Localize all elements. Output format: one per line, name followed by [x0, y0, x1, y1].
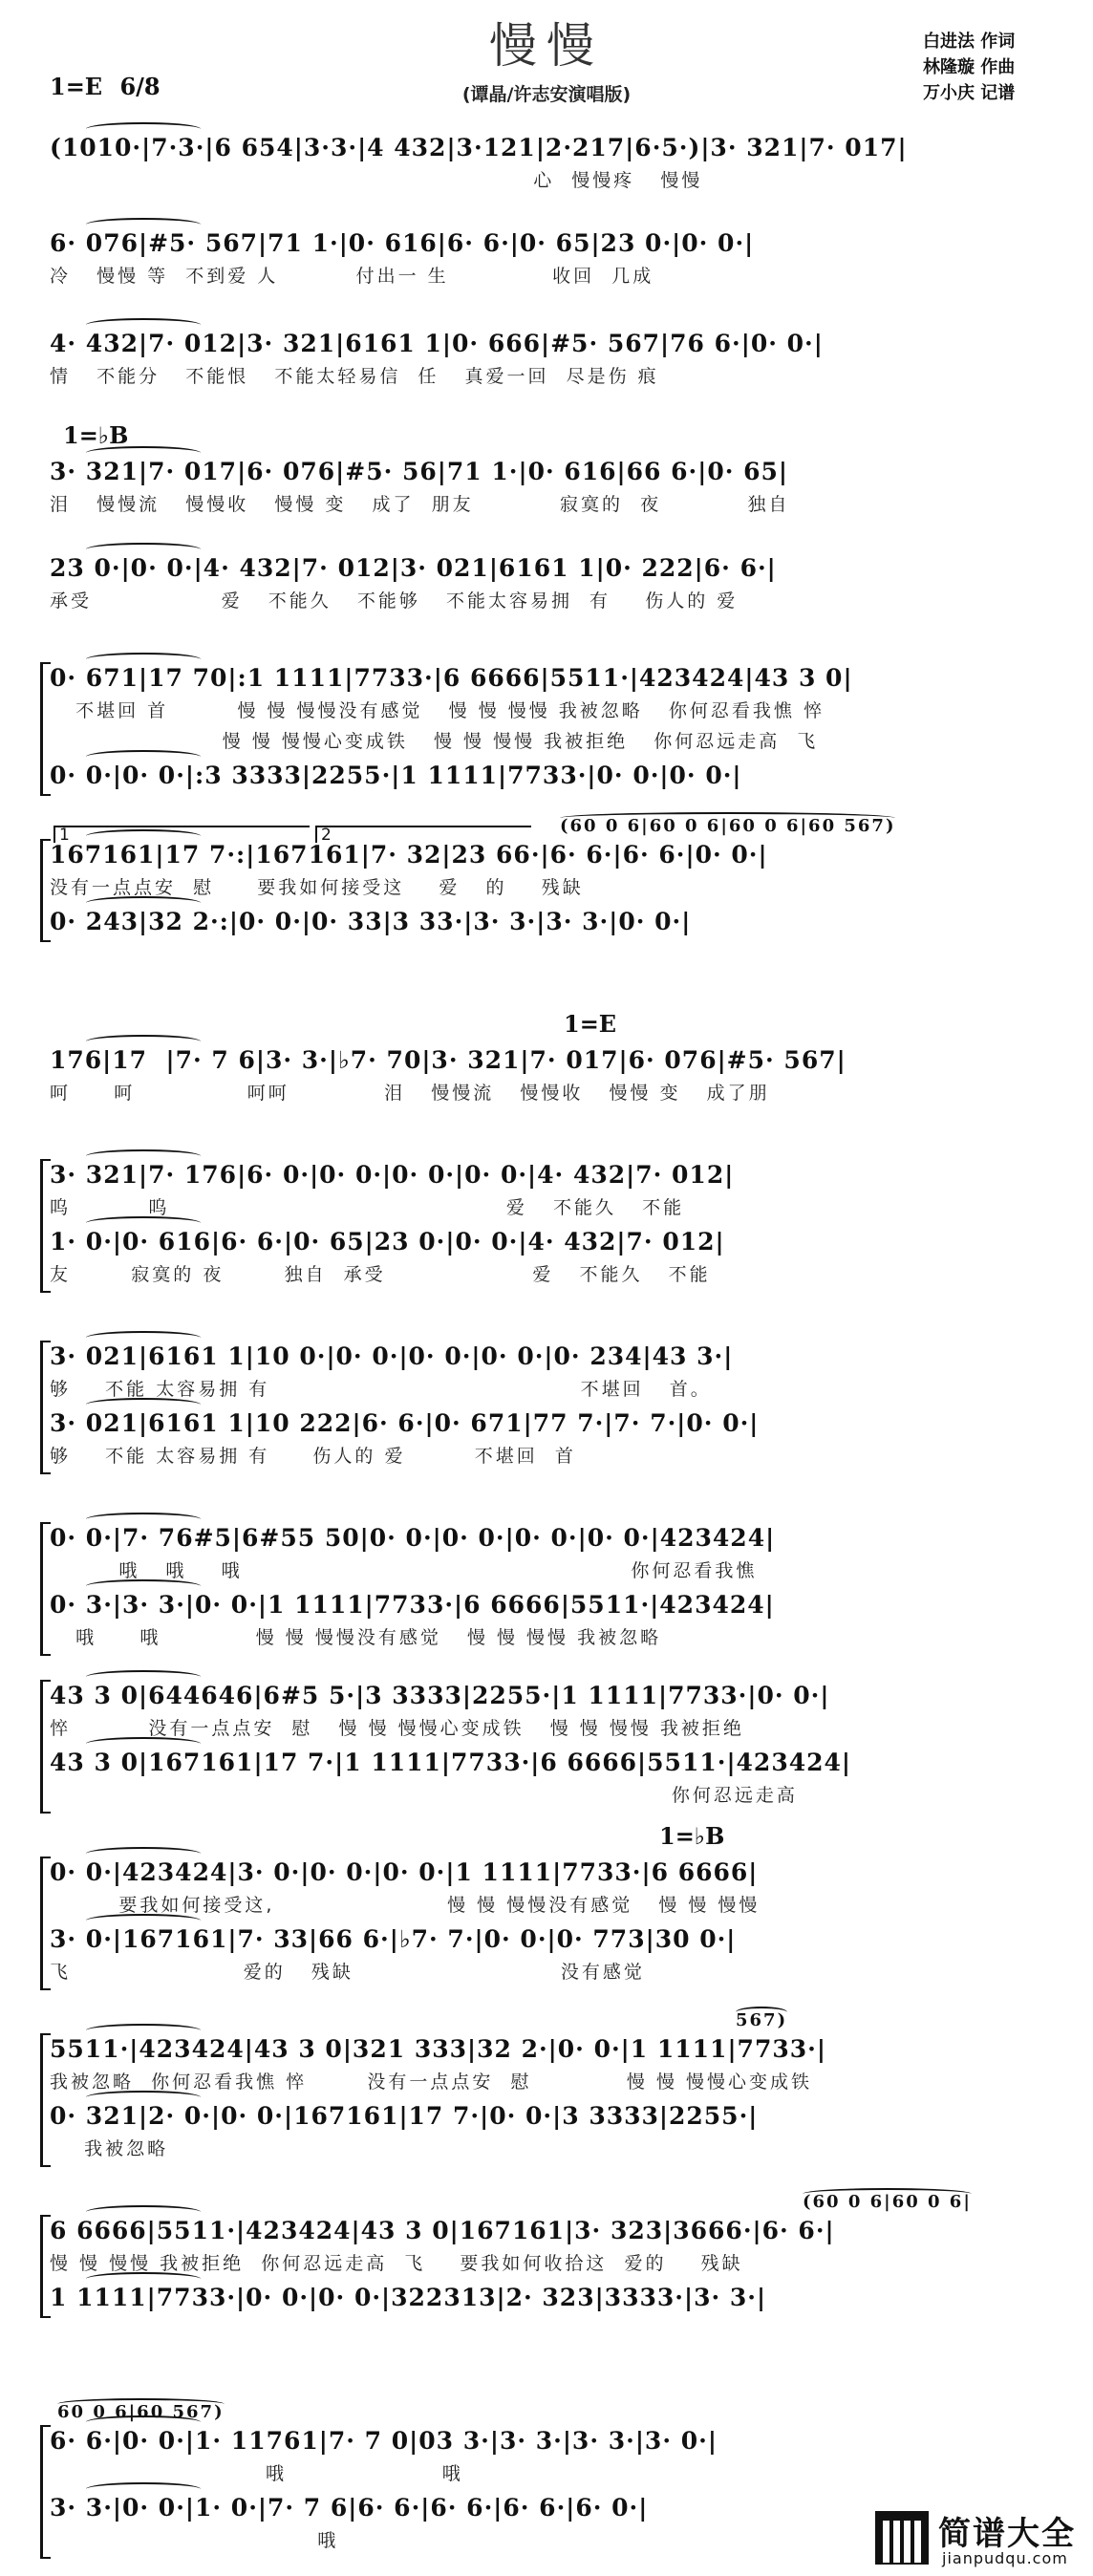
- credits: [923, 29, 1057, 106]
- key-and-time-signature: [50, 73, 161, 100]
- lyric-line: 不堪回 首 慢 慢 慢慢没有感觉 慢 慢 慢慢 我被忽略 你何忍看我憔 悴: [50, 700, 825, 721]
- slur-mark: [86, 2091, 201, 2104]
- system-bracket: [40, 662, 51, 796]
- system-bracket: [40, 1522, 51, 1656]
- notation-line: 43 3 0|167161|17 7·|1 1111|7733·|6 6666|5511·|423424|: [50, 1749, 851, 1776]
- cue-notes: 567): [736, 2010, 788, 2030]
- cue-notes: 60 0 6|60 567): [57, 2402, 225, 2422]
- slur-mark: [86, 1847, 201, 1860]
- slur-mark: [86, 2272, 201, 2286]
- slur-mark: [86, 1398, 201, 1411]
- piano-logo-icon: [875, 2511, 929, 2565]
- slur-mark: [86, 543, 201, 556]
- system-bracket: [40, 1857, 51, 1990]
- lyric-line: 冷 慢慢 等 不到爱 人 付出一 生 收回 几成: [50, 266, 654, 287]
- slur-mark: [86, 1035, 201, 1048]
- notation-line: 3· 321|7· 017|6· 076|#5· 56|71 1·|0· 616|66 6·|0· 65|: [50, 458, 789, 485]
- slur-mark: [86, 2415, 201, 2429]
- notation-line: 0· 671|17 70|:1 1111|7733·|6 6666|5511·|423424|43 3 0|: [50, 664, 853, 692]
- notation-line: 0· 0·|423424|3· 0·|0· 0·|0· 0·|1 1111|7733·|6 6666|: [50, 1858, 759, 1886]
- slur-mark: [86, 2482, 201, 2496]
- slur-mark: [86, 1670, 201, 1684]
- notation-line: 23 0·|0· 0·|4· 432|7· 012|3· 021|6161 1|0· 222|6· 6·|: [50, 554, 777, 582]
- first-ending-bracket: 1: [54, 826, 310, 843]
- notation-line: 6 6666|5511·|423424|43 3 0|167161|3· 323|3666·|6· 6·|: [50, 2217, 835, 2244]
- notation-line: 6· 076|#5· 567|71 1·|0· 616|6· 6·|0· 65|23 0·|0· 0·|: [50, 229, 755, 257]
- slur-mark: [86, 896, 201, 910]
- notation-line: 167161|17 7·:|167161|7· 32|23 66·|6· 6·|6· 6·|0· 0·|: [50, 841, 768, 869]
- key-change-marker: 1=E: [564, 1010, 617, 1038]
- lyric-line: 够 不能 太容易拥 有 伤人的 爱 不堪回 首: [50, 1446, 576, 1467]
- slur-mark: [86, 2024, 201, 2037]
- key-signature: 1=E: [50, 73, 103, 100]
- notation-line: 3· 021|6161 1|10 222|6· 6·|0· 671|77 7·|7· 7·|0· 0·|: [50, 1409, 760, 1437]
- cue-notes: (60 0 6|60 0 6|60 0 6|60 567): [560, 816, 896, 836]
- composer-credit: 林隆璇 作曲: [923, 57, 1016, 77]
- lyric-line: 情 不能分 不能恨 不能太轻易信 任 真爱一回 尽是伤 痕: [50, 366, 659, 387]
- system-bracket: [40, 839, 51, 942]
- lyric-line: 友 寂寞的 夜 独自 承受 爱 不能久 不能: [50, 1264, 711, 1285]
- song-title: 慢慢: [489, 18, 604, 74]
- slur-mark: [86, 1331, 201, 1344]
- slur-mark: [86, 829, 201, 843]
- system-bracket: [40, 1159, 51, 1293]
- transcriber-credit: 万小庆 记谱: [923, 83, 1016, 103]
- lyric-line: 我被忽略 你何忍看我憔 悴 没有一点点安 慰 慢 慢 慢慢心变成铁: [50, 2072, 812, 2093]
- lyric-line: 哦 哦 慢 慢 慢慢没有感觉 慢 慢 慢慢 我被忽略: [50, 1627, 662, 1648]
- slur-mark: [86, 750, 201, 763]
- slur-mark: [86, 318, 201, 332]
- notation-line: 3· 021|6161 1|10 0·|0· 0·|0· 0·|0· 0·|0· 234|43 3·|: [50, 1342, 734, 1370]
- slur-mark: [86, 1914, 201, 1927]
- lyric-line: 要我如何接受这, 慢 慢 慢慢没有感觉 慢 慢 慢慢: [50, 1895, 761, 1916]
- slur-mark: [86, 2205, 201, 2219]
- lyric-line: 慢 慢 慢慢心变成铁 慢 慢 慢慢 我被拒绝 你何忍远走高 飞: [50, 731, 819, 752]
- notation-line: 0· 0·|0· 0·|:3 3333|2255·|1 1111|7733·|0· 0·|0· 0·|: [50, 762, 742, 789]
- notation-line: 3· 321|7· 176|6· 0·|0· 0·|0· 0·|0· 0·|4· 432|7· 012|: [50, 1161, 735, 1189]
- notation-line: 176|17 |7· 7 6|3· 3·|♭7· 70|3· 321|7· 017|6· 076|#5· 567|: [50, 1046, 847, 1074]
- system-bracket: [40, 2425, 51, 2559]
- lyric-line: 呜 呜 爱 不能久 不能: [50, 1197, 685, 1218]
- notation-line: 6· 6·|0· 0·|1· 11761|7· 7 0|03 3·|3· 3·|3· 3·|3· 0·|: [50, 2427, 718, 2455]
- lyric-line: 心 慢慢疼 慢慢: [50, 170, 703, 191]
- slur-mark: [86, 446, 201, 460]
- system-bracket: [40, 2033, 51, 2167]
- slur-mark: [86, 122, 201, 136]
- notation-line: 0· 321|2· 0·|0· 0·|167161|17 7·|0· 0·|3 3333|2255·|: [50, 2102, 759, 2130]
- site-logo: [875, 2507, 1085, 2570]
- system-bracket: [40, 1341, 51, 1474]
- logo-name: 简谱大全: [938, 2515, 1076, 2553]
- lyric-line: 慢 慢 慢慢 我被拒绝 你何忍远走高 飞 要我如何收拾这 爱的 残缺: [50, 2253, 743, 2274]
- slur-mark: [86, 653, 201, 666]
- song-subtitle: (谭晶/许志安演唱版): [461, 84, 632, 105]
- notation-line: 3· 0·|167161|7· 33|66 6·|♭7· 7·|0· 0·|0· 773|30 0·|: [50, 1925, 737, 1953]
- lyric-line: 没有一点点安 慰 要我如何接受这 爱 的 残缺: [50, 877, 584, 898]
- slur-mark: [86, 1737, 201, 1750]
- lyric-line: 泪 慢慢流 慢慢收 慢慢 变 成了 朋友 寂寞的 夜 独自: [50, 494, 790, 515]
- lyric-line: 飞 爱的 残缺 没有感觉: [50, 1962, 645, 1983]
- slur-mark: [86, 1579, 201, 1593]
- second-ending-bracket: 2: [315, 826, 531, 843]
- notation-line: 3· 3·|0· 0·|1· 0·|7· 7 6|6· 6·|6· 6·|6· 6·|6· 0·|: [50, 2494, 649, 2522]
- cue-notes: (60 0 6|60 0 6|: [803, 2192, 972, 2212]
- notation-line: 1 1111|7733·|0· 0·|0· 0·|322313|2· 323|3333·|3· 3·|: [50, 2284, 767, 2311]
- lyric-line: 你何忍远走高: [50, 1785, 798, 1806]
- logo-url: jianpudqu.com: [942, 2549, 1068, 2567]
- notation-line: 0· 3·|3· 3·|0· 0·|1 1111|7733·|6 6666|5511·|423424|: [50, 1591, 775, 1619]
- notation-line: 5511·|423424|43 3 0|321 333|32 2·|0· 0·|1 1111|7733·|: [50, 2035, 826, 2063]
- lyric-line: 哦 哦 哦 你何忍看我憔: [50, 1560, 758, 1581]
- slur-mark: [86, 1149, 201, 1163]
- notation-line: (1010·|7·3·|6 654|3·3·|4 432|3·121|2·217|6·5·)|3· 321|7· 017|: [50, 134, 908, 161]
- notation-line: 4· 432|7· 012|3· 321|6161 1|0· 666|#5· 567|76 6·|0· 0·|: [50, 330, 824, 357]
- notation-line: 43 3 0|644646|6#5 5·|3 3333|2255·|1 1111|7733·|0· 0·|: [50, 1682, 830, 1709]
- notation-line: 1· 0·|0· 616|6· 6·|0· 65|23 0·|0· 0·|4· 432|7· 012|: [50, 1228, 725, 1256]
- slur-mark: [86, 1216, 201, 1230]
- system-bracket: [40, 1680, 51, 1814]
- slur-mark: [86, 218, 201, 231]
- lyric-line: 悴 没有一点点安 慰 慢 慢 慢慢心变成铁 慢 慢 慢慢 我被拒绝: [50, 1718, 744, 1739]
- notation-line: 0· 0·|7· 76#5|6#55 50|0· 0·|0· 0·|0· 0·|0· 0·|423424|: [50, 1524, 776, 1552]
- notation-line: 0· 243|32 2·:|0· 0·|0· 33|3 33·|3· 3·|3· 3·|0· 0·|: [50, 908, 692, 935]
- key-change-marker: 1=♭B: [63, 421, 129, 449]
- lyric-line: 够 不能 太容易拥 有 不堪回 首。: [50, 1379, 712, 1400]
- time-signature: 6/8: [119, 73, 161, 100]
- lyric-line: 哦 哦: [50, 2463, 463, 2484]
- lyric-line: 承受 爱 不能久 不能够 不能太容易拥 有 伤人的 爱: [50, 590, 739, 612]
- lyricist-credit: 白进法 作词: [923, 32, 1016, 52]
- lyric-line: 我被忽略: [50, 2138, 169, 2159]
- lyric-line: 哦: [50, 2530, 339, 2551]
- lyric-line: 呵 呵 呵呵 泪 慢慢流 慢慢收 慢慢 变 成了朋: [50, 1083, 770, 1104]
- system-bracket: [40, 2215, 51, 2318]
- key-change-marker: 1=♭B: [659, 1822, 725, 1850]
- slur-mark: [86, 1513, 201, 1526]
